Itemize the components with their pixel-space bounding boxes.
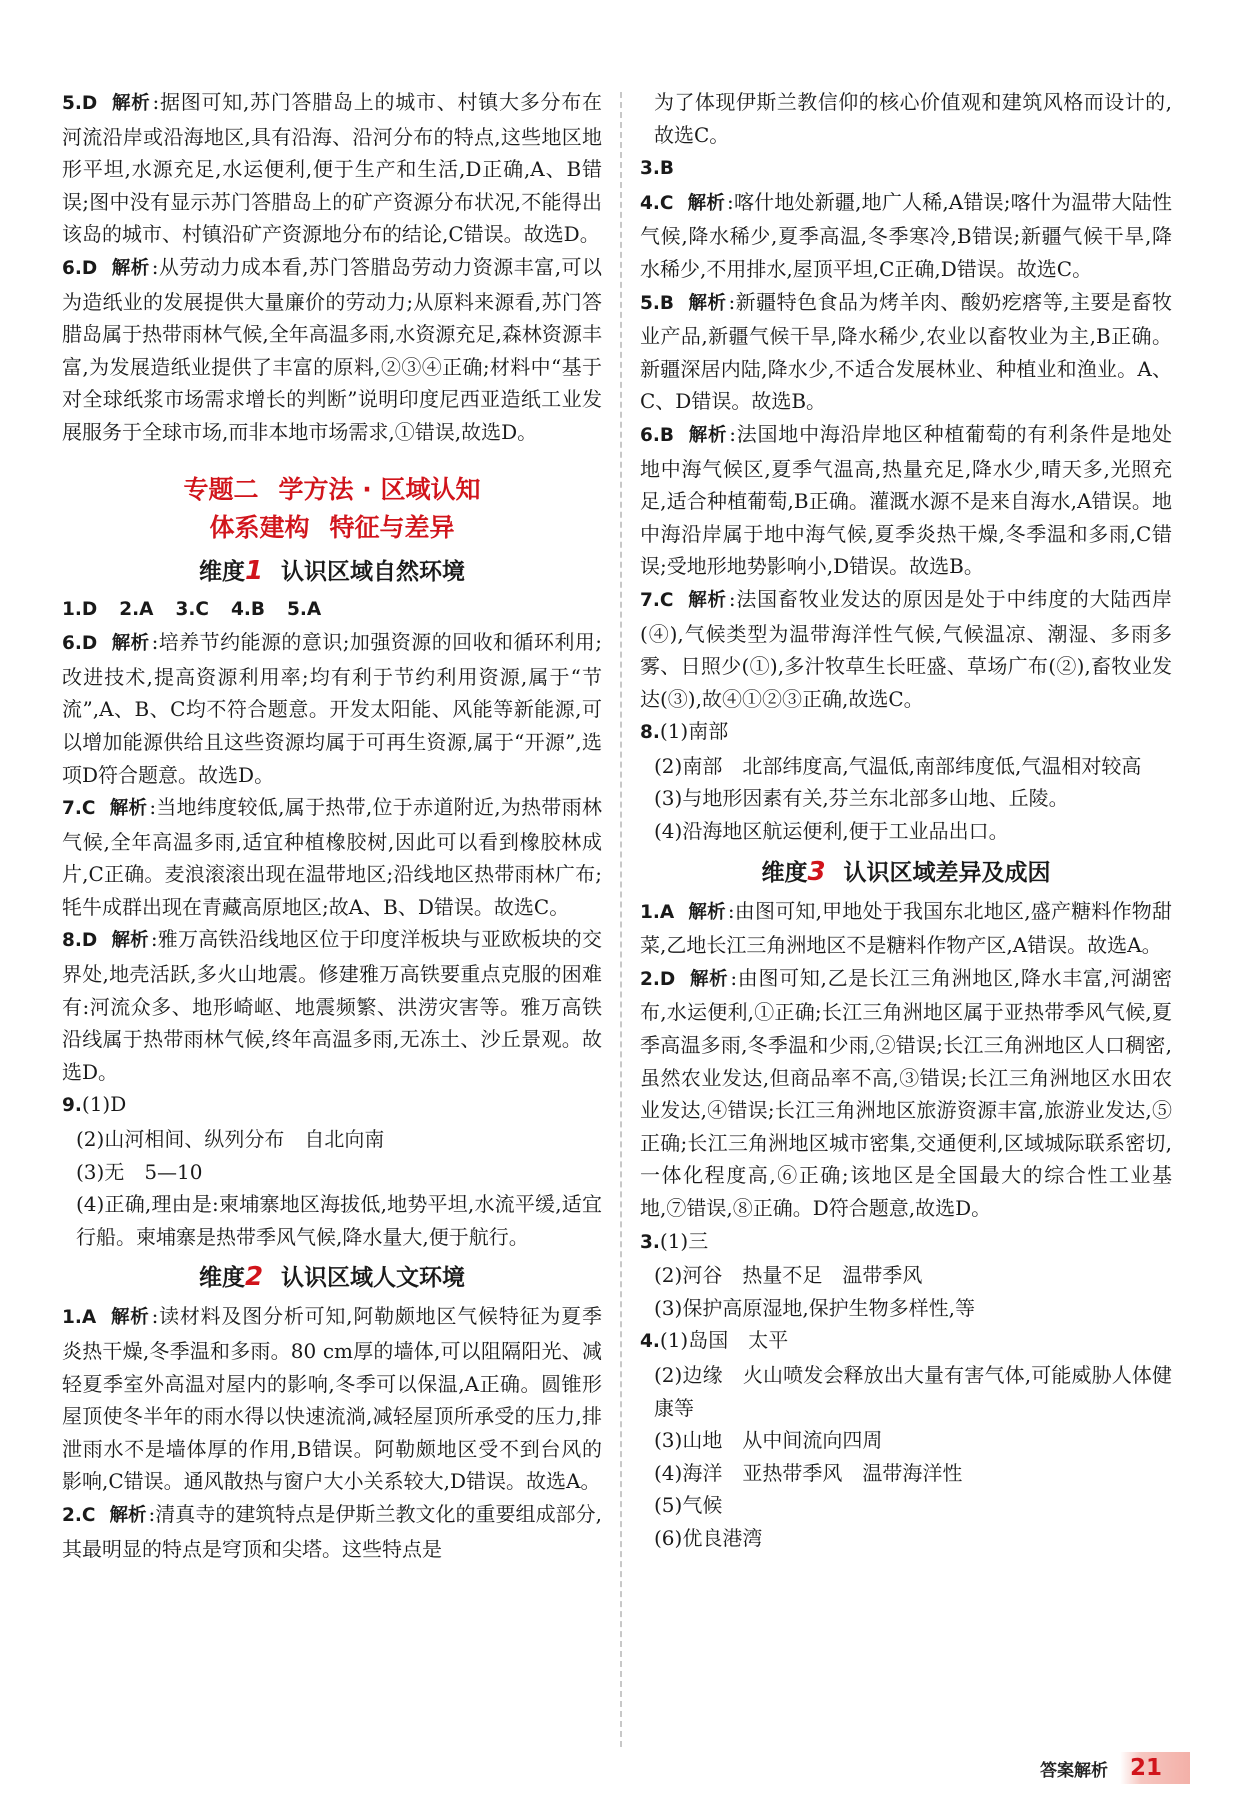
answer-item bbox=[62, 1088, 602, 1123]
sub-answer: (1)岛国 太平 bbox=[659, 1328, 789, 1353]
question-number: 4. bbox=[640, 1331, 660, 1353]
answer-item bbox=[640, 418, 1172, 583]
answer-item bbox=[62, 923, 602, 1088]
dimension-prefix: 维度 bbox=[198, 1265, 245, 1292]
analysis-text: :当地纬度较低,属于热带,位于赤道附近,为热带雨林气候,全年高温多雨,适宜种植橡胶树,因此可以看到橡胶林成片,C正确。麦浪滚滚出现在温带地区;沿线地区热带雨林广布;牦牛成群出现在青藏高原地区;故A、B、D错误。故选C。 bbox=[62, 795, 602, 919]
sub-answer: (2)山河相间、纵列分布 自北向南 bbox=[76, 1127, 385, 1152]
question-number: 2.C bbox=[62, 1504, 96, 1526]
answer-item bbox=[640, 583, 1172, 715]
topic-label: 体系建构 bbox=[209, 512, 310, 542]
analysis-label: 解析 bbox=[687, 192, 726, 214]
answer-item bbox=[640, 151, 1172, 186]
answer-item bbox=[62, 1498, 602, 1565]
question-number: 9. bbox=[62, 1095, 82, 1117]
answer-item bbox=[640, 1225, 1172, 1260]
dimension-heading bbox=[62, 551, 602, 592]
sub-answer: (4)海洋 亚热带季风 温带海洋性 bbox=[654, 1460, 963, 1485]
sub-answer: (4)沿海地区航运便利,便于工业品出口。 bbox=[654, 819, 1009, 844]
question-number: 7.C bbox=[640, 589, 674, 611]
analysis-label: 解析 bbox=[689, 968, 729, 990]
analysis-label: 解析 bbox=[687, 589, 727, 611]
short-answers bbox=[62, 594, 602, 627]
topic-title-line2 bbox=[62, 509, 602, 547]
question-number: 3.B bbox=[640, 158, 675, 180]
analysis-text: :新疆特色食品为烤羊肉、酸奶疙瘩等,主要是畜牧业产品,新疆气候干旱,降水稀少,农业以畜牧业为主,B正确。新疆深居内陆,降水少,不适合发展林业、种植业和渔业。A、C、D错误。故选B。 bbox=[640, 289, 1172, 414]
analysis-text: :培养节约能源的意识;加强资源的回收和循环利用;改进技术,提高资源利用率;均有利于节约利用资源,属于“节流”,A、B、C均不符合题意。开发太阳能、风能等新能源,可以增加能源供给且这些资源均属于可再生资源,属于“开源”,选项D符合题意。故选D。 bbox=[62, 630, 602, 787]
analysis-text: :雅万高铁沿线地区位于印度洋板块与亚欧板块的交界处,地壳活跃,多火山地震。修建雅万高铁要重点克服的困难有:河流众多、地形崎岖、地震频繁、洪涝灾害等。雅万高铁沿线属于热带雨林气候,终年高温多雨,无冻土、沙丘景观。故选D。 bbox=[62, 927, 602, 1084]
analysis-text: :喀什地处新疆,地广人稀,A错误;喀什为温带大陆性气候,降水稀少,夏季高温,冬季寒冷,B错误;新疆气候干旱,降水稀少,不用排水,屋顶平坦,C正确,D错误。故选C。 bbox=[640, 189, 1172, 281]
page-footer bbox=[1040, 1752, 1190, 1784]
analysis-label: 解析 bbox=[109, 798, 148, 820]
dimension-number: 2 bbox=[244, 1262, 264, 1293]
left-column bbox=[62, 86, 602, 1565]
sub-answer: (3)与地形因素有关,芬兰东北部多山地、丘陵。 bbox=[654, 786, 1069, 811]
answer-item bbox=[640, 895, 1172, 962]
answer-item bbox=[640, 286, 1172, 418]
sub-answer: (2)南部 北部纬度高,气温低,南部纬度低,气温相对较高 bbox=[654, 753, 1142, 778]
analysis-label: 解析 bbox=[110, 1307, 150, 1329]
answer-item bbox=[62, 251, 602, 449]
sub-answer: (3)山地 从中间流向四周 bbox=[654, 1428, 883, 1453]
dimension-title: 认识区域人文环境 bbox=[281, 1265, 466, 1292]
sub-answer: (5)气候 bbox=[654, 1493, 723, 1518]
answer-item bbox=[62, 626, 602, 791]
short-answer: 2.A bbox=[119, 598, 154, 620]
dimension-prefix: 维度 bbox=[198, 558, 245, 585]
sub-answer: (1)南部 bbox=[659, 719, 729, 744]
question-number: 1.A bbox=[62, 1307, 97, 1329]
topic-subtitle: 学方法 · 区域认知 bbox=[278, 474, 481, 504]
analysis-label: 解析 bbox=[109, 1504, 147, 1526]
analysis-label: 解析 bbox=[111, 633, 150, 655]
short-answer: 4.B bbox=[230, 598, 265, 620]
dimension-number: 3 bbox=[807, 856, 826, 887]
analysis-text: :法国地中海沿岸地区种植葡萄的有利条件是地处地中海气候区,夏季气温高,热量充足,降水少,晴天多,光照充足,适合种植葡萄,B正确。灌溉水源不是来自海水,A错误。地中海沿岸属于地中海气候,夏季炎热干燥,冬季温和多雨,C错误;受地形地势影响小,D错误。故选B。 bbox=[640, 421, 1172, 579]
sub-answer: (1)三 bbox=[659, 1228, 709, 1253]
question-number: 5.D bbox=[62, 93, 98, 114]
question-number: 6.B bbox=[640, 424, 675, 446]
question-number: 8.D bbox=[62, 930, 98, 952]
sub-answer: (4)正确,理由是:柬埔寨地区海拔低,地势平坦,水流平缓,适宜行船。柬埔寨是热带季风气候,降水量大,便于航行。 bbox=[76, 1192, 602, 1249]
question-number: 6.D bbox=[62, 257, 98, 279]
continued-text: 为了体现伊斯兰教信仰的核心价值观和建筑风格而设计的,故选C。 bbox=[654, 90, 1172, 147]
analysis-text: :清真寺的建筑特点是伊斯兰教文化的重要组成部分,其最明显的特点是穹顶和尖塔。这些特点是 bbox=[62, 1501, 602, 1561]
dimension-title: 认识区域自然环境 bbox=[281, 558, 466, 585]
sub-answer: (1)D bbox=[81, 1092, 127, 1117]
dimension-number: 1 bbox=[244, 555, 264, 586]
page-number: 21 bbox=[1120, 1752, 1190, 1784]
question-number: 3. bbox=[640, 1231, 660, 1253]
analysis-text: :从劳动力成本看,苏门答腊岛劳动力资源丰富,可以为造纸业的发展提供大量廉价的劳动力;从原料来源看,苏门答腊岛属于热带雨林气候,全年高温多雨,水资源充足,森林资源丰富,为发展造纸业提供了丰富的原料,②③④正确;材料中“基于对全球纸浆市场需求增长的判断”说明印度尼西亚造纸工业发展服务于全球市场,而非本地市场需求,①错误,故选D。 bbox=[62, 254, 602, 444]
analysis-text: :法国畜牧业发达的原因是处于中纬度的大陆西岸(④),气候类型为温带海洋性气候,气候温凉、潮湿、多雨多雾、日照少(①),多汁牧草生长旺盛、草场广布(②),畜牧业发达(③),故④①②③正确,故选C。 bbox=[640, 586, 1172, 711]
answer-item bbox=[62, 1300, 602, 1498]
sub-answer: (3)保护高原湿地,保护生物多样性,等 bbox=[654, 1295, 976, 1320]
question-number: 5.B bbox=[640, 292, 675, 314]
right-column bbox=[640, 86, 1172, 1555]
analysis-label: 解析 bbox=[111, 257, 150, 279]
sub-answer: (6)优良港湾 bbox=[654, 1525, 763, 1550]
topic-subtitle: 特征与差异 bbox=[329, 512, 455, 542]
question-number: 8. bbox=[640, 722, 660, 744]
analysis-text: :读材料及图分析可知,阿勒颇地区气候特征为夏季炎热干燥,冬季温和多雨。80 cm厚的墙体,可以阻隔阳光、减轻夏季室外高温对屋内的影响,冬季可以保温,A正确。圆锥形屋顶使冬半年的雨水得以快速流淌,减轻屋顶所承受的压力,排泄雨水不是墙体厚的作用,B错误。阿勒颇地区受不到台风的影响,C错误。通风散热与窗户大小关系较大,D错误。故选A。 bbox=[62, 1304, 602, 1494]
answer-item bbox=[62, 791, 602, 923]
short-answer: 3.C bbox=[175, 598, 209, 620]
analysis-label: 解析 bbox=[111, 930, 149, 952]
question-number: 1.A bbox=[640, 901, 675, 923]
answer-item bbox=[640, 1324, 1172, 1359]
answer-item bbox=[640, 186, 1172, 286]
dimension-prefix: 维度 bbox=[761, 859, 808, 886]
question-number: 2.D bbox=[640, 968, 676, 990]
analysis-label: 解析 bbox=[688, 901, 726, 923]
sub-answer: (3)无 5—10 bbox=[76, 1159, 203, 1184]
answer-item bbox=[62, 86, 602, 251]
sub-answer: (2)河谷 热量不足 温带季风 bbox=[654, 1263, 923, 1288]
question-number: 4.C bbox=[640, 192, 674, 214]
short-answer: 5.A bbox=[286, 598, 322, 620]
analysis-text: :据图可知,苏门答腊岛上的城市、村镇大多分布在河流沿岸或沿海地区,具有沿海、沿河分布的特点,这些地区地形平坦,水源充足,水运便利,便于生产和生活,D正确,A、B错误;图中没有显示苏门答腊岛上的矿产资源分布状况,不能得出该岛的城市、村镇沿矿产资源地分布的结论,C错误。故选D。 bbox=[62, 90, 602, 247]
sub-answer: (2)边缘 火山喷发会释放出大量有害气体,可能威胁人体健康等 bbox=[654, 1362, 1172, 1420]
analysis-label: 解析 bbox=[111, 93, 151, 114]
analysis-text: :由图可知,甲地处于我国东北地区,盛产糖料作物甜菜,乙地长江三角洲地区不是糖料作物产区,A错误。故选A。 bbox=[640, 898, 1172, 958]
dimension-title: 认识区域差异及成因 bbox=[843, 859, 1051, 886]
analysis-text: :由图可知,乙是长江三角洲地区,降水丰富,河湖密布,水运便利,①正确;长江三角洲地区属于亚热带季风气候,夏季高温多雨,冬季温和少雨,②错误;长江三角洲地区人口稠密,虽然农业发达,但商品率不高,③错误;长江三角洲地区水田农业发达,④错误;长江三角洲地区旅游资源丰富,旅游业发达,⑤正确;长江三角洲地区城市密集,交通便利,区域城际联系密切,一体化程度高,⑥正确;该地区是全国最大的综合性工业基地,⑦错误,⑧正确。D符合题意,故选D。 bbox=[640, 965, 1172, 1220]
question-number: 7.C bbox=[62, 798, 96, 820]
column-divider bbox=[620, 92, 622, 1747]
answer-item bbox=[640, 715, 1172, 750]
footer-title: 答案解析 bbox=[1039, 1760, 1108, 1781]
dimension-heading bbox=[640, 852, 1172, 893]
topic-label: 专题二 bbox=[183, 474, 259, 504]
topic-title bbox=[62, 471, 602, 509]
analysis-label: 解析 bbox=[688, 424, 728, 446]
short-answer: 1.D bbox=[62, 598, 98, 620]
answer-item bbox=[640, 962, 1172, 1225]
dimension-heading bbox=[62, 1257, 602, 1298]
question-number: 6.D bbox=[62, 633, 98, 655]
analysis-label: 解析 bbox=[688, 292, 727, 314]
